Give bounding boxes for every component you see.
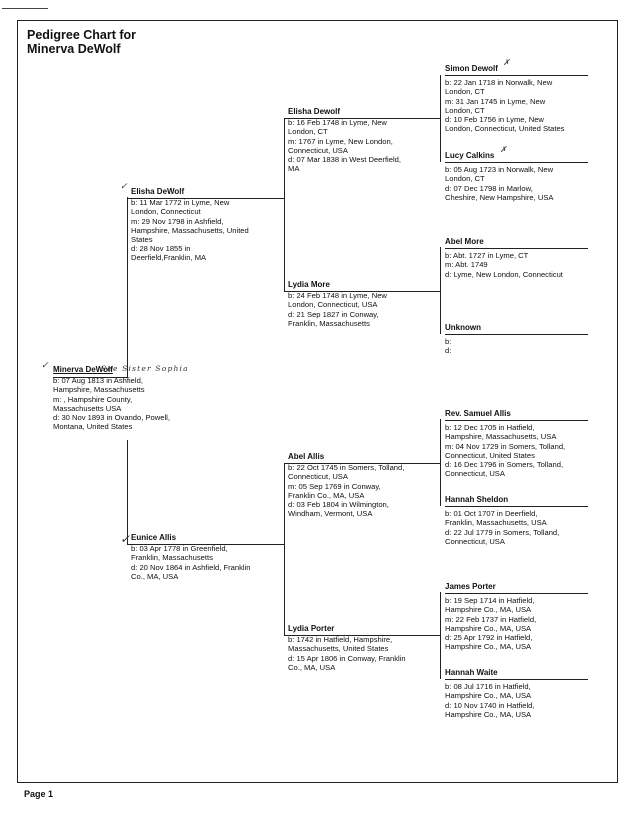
person-details: b: 22 Jan 1718 in Norwalk, New London, CT m: 31 Jan 1745 in Lyme, New London, CT d: 10 Feb 1756 in Lyme, New London, Connecticut, United States (445, 78, 565, 134)
person-name: Lydia More (288, 280, 330, 289)
connector-line (284, 463, 285, 635)
person-name: Eunice Allis (131, 533, 177, 542)
person-details: b: 03 Apr 1778 in Greenfield, Franklin, Massachusetts d: 20 Nov 1864 in Ashfield, Franklin Co., MA, USA (131, 544, 251, 581)
person-card-ancestor (445, 409, 588, 478)
person-details: b: 1742 in Hatfield, Hampshire, Massachusetts, United States d: 15 Apr 1806 in Conway, Franklin Co., MA, USA (288, 635, 406, 672)
person-card-ancestor (445, 495, 588, 546)
person-details: b: 05 Aug 1723 in Norwalk, New London, CT d: 07 Dec 1798 in Marlow, Cheshire, New Hampshire, USA (445, 165, 554, 202)
person-name: Elisha Dewolf (288, 107, 341, 116)
person-details: b: 16 Feb 1748 in Lyme, New London, CT m: 1767 in Lyme, New London, Connecticut, USA d: 07 Mar 1838 in West Deerfield, MA (288, 118, 401, 174)
handwritten-note: See Sister Sophia (101, 364, 189, 373)
name-rule (445, 420, 588, 421)
handwritten-check-mark: ✓ (120, 532, 131, 546)
person-card-paternal-grandmother (288, 280, 436, 328)
person-name: Unknown (445, 323, 481, 332)
handwritten-check-mark: ✗ (503, 58, 510, 67)
person-card-ancestor (445, 151, 588, 202)
person-details: b: d: (445, 337, 452, 356)
person-details: b: Abt. 1727 in Lyme, CT m: Abt. 1749 d: Lyme, New London, Connecticut (445, 251, 563, 279)
handwritten-check-mark: ✓ (41, 361, 49, 371)
name-rule (445, 334, 588, 335)
connector-line (440, 419, 441, 506)
connector-line (440, 75, 441, 162)
person-card-ancestor (445, 237, 588, 279)
person-name: Minerva DeWolf (53, 365, 113, 374)
person-details: b: 12 Dec 1705 in Hatfield, Hampshire, Massachusetts, USA m: 04 Nov 1729 in Somers, Tolland, Connecticut, United States d: 16 Dec 1796 in Somers, Tolland, Connecticut, USA (445, 423, 566, 479)
scan-mark (2, 8, 48, 9)
title-line-1: Pedigree Chart for (27, 28, 137, 42)
person-details: b: 08 Jul 1716 in Hatfield, Hampshire Co., MA, USA d: 10 Nov 1740 in Hatfield, Hampshire Co., MA, USA (445, 682, 535, 719)
page-number: Page 1 (24, 789, 54, 799)
name-rule (445, 75, 588, 76)
person-details: b: 11 Mar 1772 in Lyme, New London, Connecticut m: 29 Nov 1798 in Ashfield, Hampshire, Massachusetts, United States d: 28 Nov 1855 in Deerfield,Franklin, MA (131, 198, 249, 263)
person-name: Abel Allis (288, 452, 325, 461)
page-title (27, 28, 136, 56)
person-name: Lucy Calkins (445, 151, 495, 160)
person-name: Abel More (445, 237, 484, 246)
person-name: Simon Dewolf (445, 64, 498, 73)
name-rule (445, 248, 588, 249)
name-rule (445, 162, 588, 163)
person-name: Elisha DeWolf (131, 187, 185, 196)
connector-line (284, 118, 285, 291)
name-rule (445, 593, 588, 594)
person-card-father (131, 187, 281, 263)
handwritten-check-mark: ✗ (500, 145, 507, 154)
person-card-self (53, 365, 173, 431)
person-name: Hannah Waite (445, 668, 498, 677)
connector-line (440, 592, 441, 679)
person-details: b: 01 Oct 1707 in Deerfield, Franklin, Massachusetts, USA d: 22 Jul 1779 in Somers, Tolland, Connecticut, USA (445, 509, 560, 546)
person-details: b: 07 Aug 1813 in Ashfield, Hampshire, Massachusetts m: , Hampshire County, Massachusetts USA d: 30 Nov 1893 in Ovando, Powell, Montana, United States (53, 376, 170, 432)
person-name: Lydia Porter (288, 624, 335, 633)
person-card-paternal-grandfather (288, 107, 436, 173)
person-card-ancestor (445, 668, 588, 719)
connector-line (127, 440, 128, 544)
person-details: b: 24 Feb 1748 in Lyme, New London, Connecticut, USA d: 21 Sep 1827 in Conway, Franklin, Massachusetts (288, 291, 387, 328)
person-name: James Porter (445, 582, 496, 591)
person-card-maternal-grandfather (288, 452, 436, 518)
person-details: b: 19 Sep 1714 in Hatfield, Hampshire Co., MA, USA m: 22 Feb 1737 in Hatfield, Hampshire Co., MA, USA d: 25 Apr 1792 in Hatfield, Hampshire Co., MA, USA (445, 596, 537, 652)
person-card-ancestor (445, 582, 588, 651)
person-card-ancestor (445, 64, 588, 133)
person-card-maternal-grandmother (288, 624, 436, 672)
connector-line (127, 197, 128, 377)
person-card-mother (131, 533, 281, 581)
handwritten-check-mark: ✓ (120, 182, 128, 192)
title-line-2: Minerva DeWolf (27, 42, 121, 56)
person-details: b: 22 Oct 1745 in Somers, Tolland, Connecticut, USA m: 05 Sep 1769 in Conway, Franklin Co., MA, USA d: 03 Feb 1804 in Wilmington, Windham, Vermont, USA (288, 463, 405, 519)
name-rule (445, 506, 588, 507)
person-name: Hannah Sheldon (445, 495, 509, 504)
name-rule (445, 679, 588, 680)
connector-line (440, 247, 441, 334)
person-name: Rev. Samuel Allis (445, 409, 511, 418)
person-card-ancestor (445, 323, 588, 356)
